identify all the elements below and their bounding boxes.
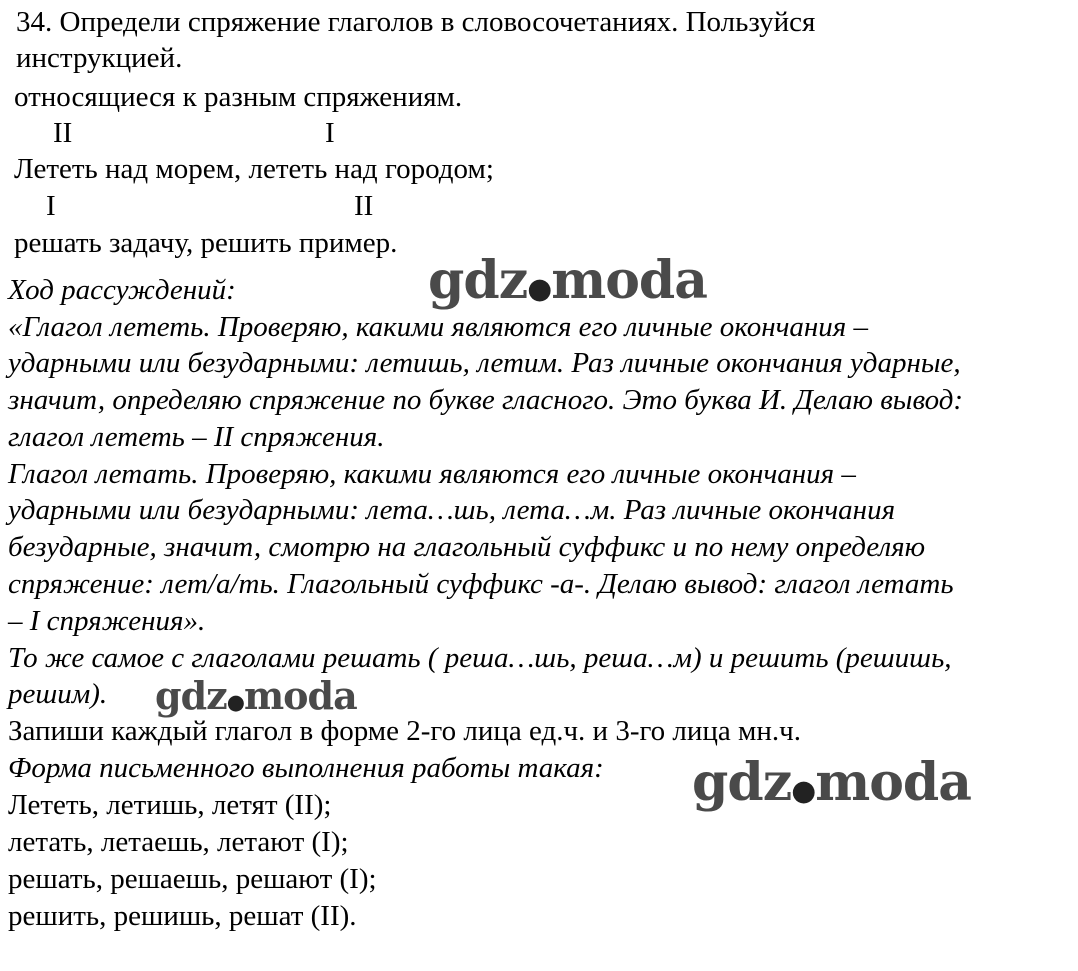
reasoning-line: ударными или безударными: летишь, летим. Раз личные окончания ударные, bbox=[8, 347, 961, 379]
answer-line: решить, решишь, решат (II). bbox=[8, 900, 357, 932]
conjugation-mark: II bbox=[354, 190, 374, 222]
example-line-1: Лететь над морем, лететь над городом; bbox=[14, 153, 494, 185]
watermark-logo: gdz●moda bbox=[428, 250, 707, 311]
conjugation-mark: I bbox=[46, 190, 56, 222]
task-title-line-2: инструкцией. bbox=[16, 42, 183, 74]
reasoning-line: Глагол летать. Проверяю, какими являются его личные окончания – bbox=[8, 458, 856, 490]
answer-line: Лететь, летишь, летят (II); bbox=[8, 789, 332, 821]
instruction-line: Запиши каждый глагол в форме 2-го лица ед.ч. и 3-го лица мн.ч. bbox=[8, 715, 801, 747]
watermark-logo: gdz●moda bbox=[155, 673, 357, 718]
answer-line: решать, решаешь, решают (I); bbox=[8, 863, 377, 895]
reasoning-line: безударные, значит, смотрю на глагольный суффикс и по нему определяю bbox=[8, 531, 926, 563]
form-heading: Форма письменного выполнения работы такая: bbox=[8, 752, 604, 784]
task-title-line-1: 34. Определи спряжение глаголов в словосочетаниях. Пользуйся bbox=[16, 6, 816, 38]
watermark-logo: gdz●moda bbox=[692, 752, 971, 813]
reasoning-line: спряжение: лет/а/ть. Глагольный суффикс -а-. Делаю вывод: глагол летать bbox=[8, 568, 954, 600]
reasoning-line: – I спряжения». bbox=[8, 605, 206, 637]
reasoning-line: ударными или безударными: лета…шь, лета…м. Раз личные окончания bbox=[8, 494, 896, 526]
reasoning-line: То же самое с глаголами решать ( реша…шь, реша…м) и решить (решишь, bbox=[8, 642, 952, 674]
reasoning-heading: Ход рассуждений: bbox=[8, 274, 236, 306]
conjugation-mark: I bbox=[325, 117, 335, 149]
conjugation-mark: II bbox=[53, 117, 73, 149]
task-line-3: относящиеся к разным спряжениям. bbox=[14, 81, 463, 113]
reasoning-line: решим). bbox=[8, 678, 108, 710]
reasoning-line: глагол лететь – II спряжения. bbox=[8, 421, 385, 453]
answer-line: летать, летаешь, летают (I); bbox=[8, 826, 349, 858]
example-line-2: решать задачу, решить пример. bbox=[14, 227, 398, 259]
reasoning-line: значит, определяю спряжение по букве гласного. Это буква И. Делаю вывод: bbox=[8, 384, 964, 416]
reasoning-line: «Глагол лететь. Проверяю, какими являются его личные окончания – bbox=[8, 311, 869, 343]
